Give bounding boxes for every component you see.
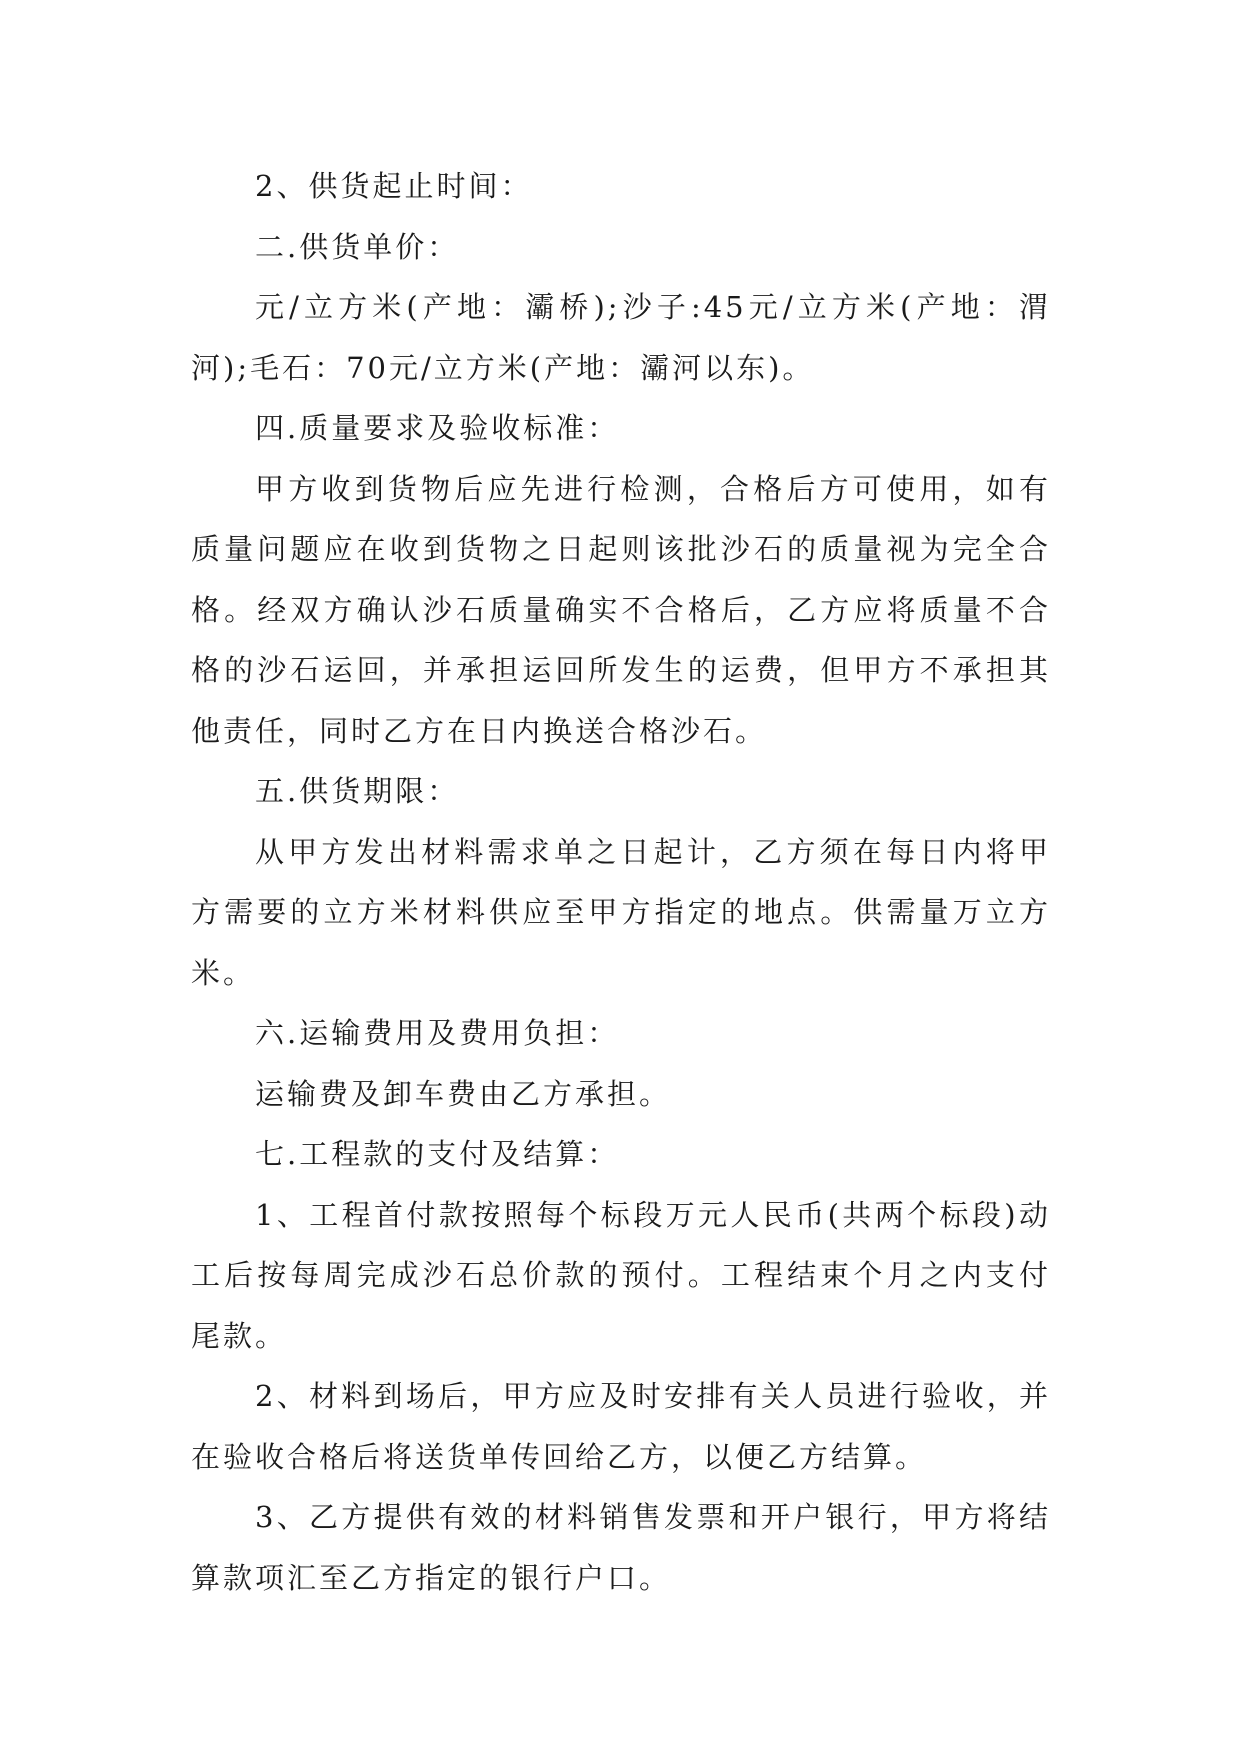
heading-quality: 四.质量要求及验收标准：	[255, 411, 620, 445]
paragraph-transport-cost: 运输费及卸车费由乙方承担。	[255, 1076, 672, 1111]
paragraph-supply-deadline: 从甲方发出材料需求单之日起计，乙方须在每日内将甲方需要的立方米材料供应至甲方指定的地点。供需量万立方米。	[191, 834, 1051, 990]
heading-supply-deadline: 五.供货期限：	[255, 774, 460, 808]
heading-payment: 七.工程款的支付及结算：	[255, 1137, 620, 1171]
heading-transport-cost: 六.运输费用及费用负担：	[255, 1016, 620, 1050]
paragraph-quality: 甲方收到货物后应先进行检测，合格后方可使用，如有质量问题应在收到货物之日起则该批沙石的质量视为完全合格。经双方确认沙石质量确实不合格后，乙方应将质量不合格的沙石运回，并承担运回所发生的运费，但甲方不承担其他责任，同时乙方在日内换送合格沙石。	[191, 471, 1051, 748]
paragraph-payment-1: 1、工程首付款按照每个标段万元人民币(共两个标段)动工后按每周完成沙石总价款的预付。工程结束个月之内支付尾款。	[191, 1197, 1051, 1353]
paragraph-unit-price: 元/立方米(产地：灞桥);沙子:45元/立方米(产地：渭河);毛石：70元/立方米(产地：灞河以东)。	[191, 290, 1051, 385]
heading-unit-price: 二.供货单价：	[255, 229, 460, 264]
document-body	[191, 156, 1051, 1608]
paragraph-payment-3: 3、乙方提供有效的材料销售发票和开户银行，甲方将结算款项汇至乙方指定的银行户口。	[191, 1500, 1051, 1595]
paragraph-payment-2: 2、材料到场后，甲方应及时安排有关人员进行验收，并在验收合格后将送货单传回给乙方，以便乙方结算。	[191, 1379, 1051, 1474]
paragraph-supply-period: 2、供货起止时间：	[255, 169, 533, 203]
